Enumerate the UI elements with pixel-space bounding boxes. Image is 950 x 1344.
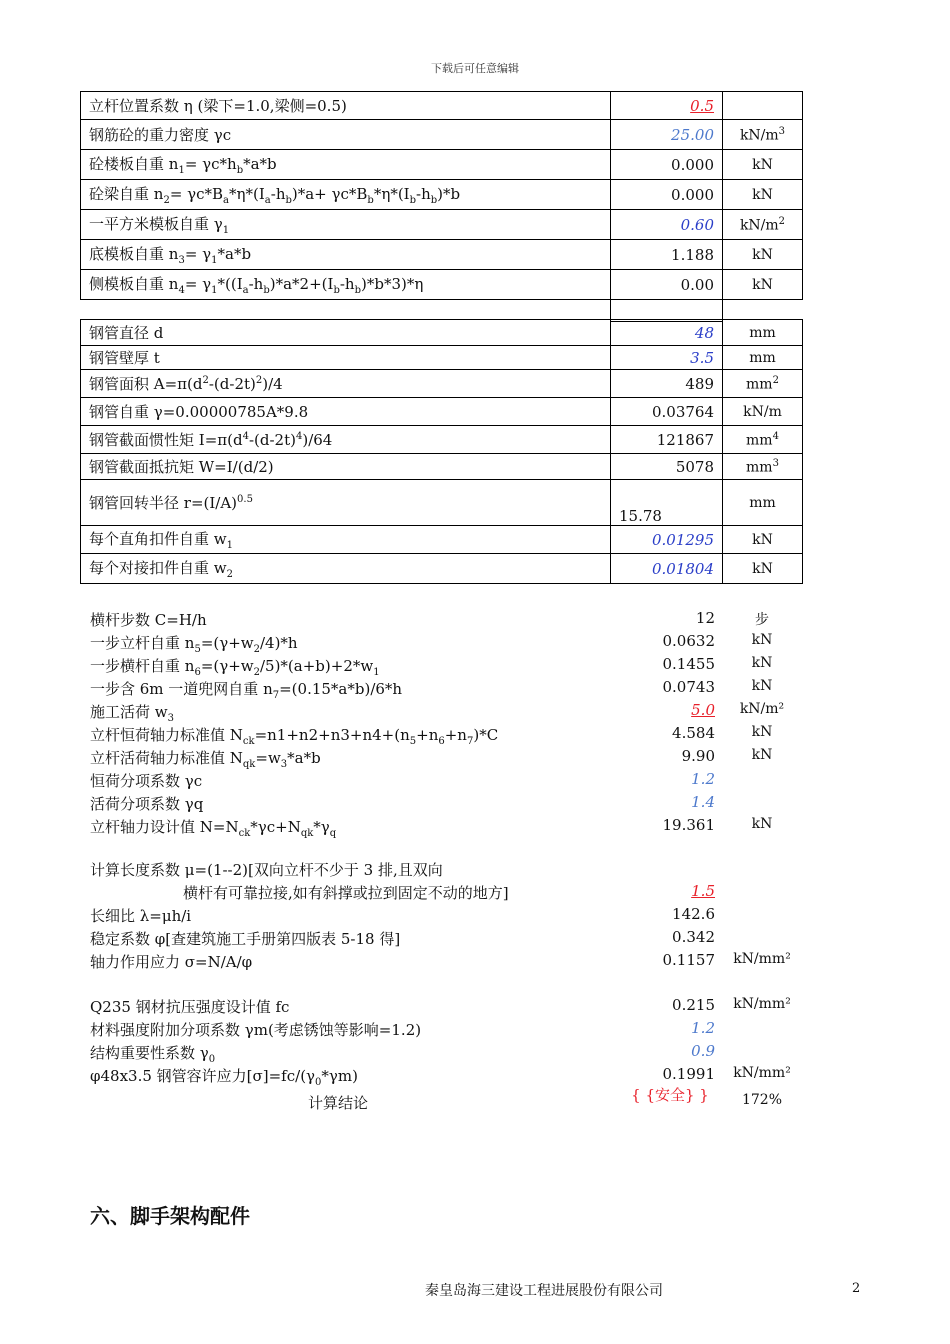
table-row bbox=[81, 270, 803, 300]
list-item: 计算长度系数 μ=(1--2)[双向立杆不少于 3 排,且双向 bbox=[90, 861, 443, 879]
row-label: 钢管截面抵抗矩 W=I/(d/2) bbox=[81, 454, 611, 480]
list-item: 一步含 6m 一道兜网自重 $n_7=(0.15*a*b)/6*h$ 0.0743 kN bbox=[90, 678, 773, 701]
table-row bbox=[81, 210, 803, 240]
row-label: 侧模板自重 $n_4= \gamma_1*((I_a-h_b)*a*2+(I_b-h_b)*b*3)*\eta$ bbox=[81, 270, 611, 300]
row-unit: $kN/m^2$ bbox=[723, 210, 803, 240]
row-unit: kN bbox=[723, 554, 803, 584]
row-value: 15.78 bbox=[611, 480, 723, 526]
list-item: 立杆恒荷轴力标准值 $N_{ck}=n1+n2+n3+n4+(n_5+n_6+n_7)*C$ 4.584 kN bbox=[90, 724, 773, 747]
list-item: 一步立杆自重 $n_5=(\gamma+w_2/4)*h$ 0.0632 kN bbox=[90, 632, 773, 655]
page-header: 下载后可任意编辑 bbox=[431, 62, 519, 75]
row-label: 钢管回转半径 $r=(I/A)^{0.5}$ bbox=[81, 480, 611, 526]
table-row bbox=[81, 320, 803, 346]
table-row bbox=[81, 426, 803, 454]
row-label: 钢管自重 γ=0.00000785A*9.8 bbox=[81, 398, 611, 426]
conclusion-ratio: 172% bbox=[741, 1092, 783, 1108]
row-label: 一平方米模板自重 $\gamma_1$ bbox=[81, 210, 611, 240]
list-item: φ48x3.5 钢管容许应力$[\sigma]=fc/(\gamma_0*\gamma m)$ 0.1991 kN/mm² bbox=[90, 1065, 791, 1088]
row-unit: $mm^3$ bbox=[723, 454, 803, 480]
row-value: 489 bbox=[611, 370, 723, 398]
list-item: 活荷分项系数 γq 1.4 bbox=[90, 793, 715, 813]
row-unit: kN bbox=[723, 270, 803, 300]
row-unit bbox=[723, 92, 803, 120]
list-item: 恒荷分项系数 γc 1.2 bbox=[90, 770, 715, 790]
row-unit: kN bbox=[723, 150, 803, 180]
table-row bbox=[81, 370, 803, 398]
page-number: 2 bbox=[852, 1281, 861, 1296]
footer-company: 秦皇岛海三建设工程进展股份有限公司 bbox=[425, 1283, 663, 1299]
row-value: 0.01804 bbox=[611, 554, 723, 584]
table-row bbox=[81, 398, 803, 426]
table-row bbox=[81, 554, 803, 584]
strength-section bbox=[90, 996, 810, 1128]
list-item: Q235 钢材抗压强度设计值 fc 0.215 kN/mm² bbox=[90, 996, 791, 1016]
table-row bbox=[81, 180, 803, 210]
list-item: 立杆轴力设计值 $N=N_{ck}*\gamma c+N_{qk}*\gamma_q$ 19.361 kN bbox=[90, 816, 773, 839]
row-label: 每个直角扣件自重 $w_1$ bbox=[81, 526, 611, 554]
table-row bbox=[81, 346, 803, 370]
list-item: 稳定系数 φ[查建筑施工手册第四版表 5-18 得] 0.342 bbox=[90, 928, 715, 948]
row-value: 121867 bbox=[611, 426, 723, 454]
table-row bbox=[81, 92, 803, 120]
table-row bbox=[81, 120, 803, 150]
row-value: 48 bbox=[611, 320, 723, 346]
row-unit: mm bbox=[723, 480, 803, 526]
row-unit: kN bbox=[723, 180, 803, 210]
row-value: 5078 bbox=[611, 454, 723, 480]
row-unit: mm bbox=[723, 346, 803, 370]
row-label: 每个对接扣件自重 $w_2$ bbox=[81, 554, 611, 584]
row-value: 0.5 bbox=[611, 92, 723, 120]
row-label: 砼楼板自重 $n_1= \gamma c*h_b*a*b$ bbox=[81, 150, 611, 180]
row-value: 0.60 bbox=[611, 210, 723, 240]
row-label: 钢管壁厚 t bbox=[81, 346, 611, 370]
list-item: 一步横杆自重 $n_6=(\gamma+w_2/5)*(a+b)+2*w_1$ 0.1455 kN bbox=[90, 655, 773, 678]
row-label: 钢管面积 $A=\pi(d^2-(d-2t)^2)/4$ bbox=[81, 370, 611, 398]
row-label: 立杆位置系数 η (梁下=1.0,梁侧=0.5) bbox=[81, 92, 611, 120]
axial-force-section bbox=[90, 609, 810, 839]
row-label: 底模板自重 $n_3= \gamma_1*a*b$ bbox=[81, 240, 611, 270]
conclusion-label: 计算结论 bbox=[308, 1094, 369, 1112]
table-row bbox=[81, 240, 803, 270]
row-value: 3.5 bbox=[611, 346, 723, 370]
row-label: 钢筋砼的重力密度 γc bbox=[81, 120, 611, 150]
row-value: 0.00 bbox=[611, 270, 723, 300]
row-value: 25.00 bbox=[611, 120, 723, 150]
section-title: 六、脚手架构配件 bbox=[90, 1204, 250, 1228]
beam-load-table bbox=[80, 91, 803, 322]
row-unit: kN bbox=[723, 240, 803, 270]
row-unit: $mm^4$ bbox=[723, 426, 803, 454]
row-unit: kN/m bbox=[723, 398, 803, 426]
list-item: 结构重要性系数 $\gamma_0$ 0.9 bbox=[90, 1042, 715, 1065]
conclusion-result: { {安全} } bbox=[631, 1086, 709, 1104]
list-item: 立杆活荷轴力标准值 $N_{qk}=w_3*a*b$ 9.90 kN bbox=[90, 747, 773, 770]
list-item: 材料强度附加分项系数 γm(考虑锈蚀等影响=1.2) 1.2 bbox=[90, 1019, 715, 1039]
row-unit: mm bbox=[723, 320, 803, 346]
steel-pipe-table bbox=[80, 319, 803, 584]
table-row bbox=[81, 454, 803, 480]
row-value: 0.000 bbox=[611, 180, 723, 210]
conclusion-row bbox=[90, 1088, 810, 1128]
table-row bbox=[81, 150, 803, 180]
row-value: 1.188 bbox=[611, 240, 723, 270]
row-label: 钢管直径 d bbox=[81, 320, 611, 346]
row-value: 0.01295 bbox=[611, 526, 723, 554]
row-unit: $kN/m^3$ bbox=[723, 120, 803, 150]
list-item: 横杆有可靠拉接,如有斜撑或拉到固定不动的地方] 1.5 bbox=[183, 882, 715, 902]
table-row bbox=[81, 480, 803, 526]
row-unit: $mm^2$ bbox=[723, 370, 803, 398]
row-value: 0.000 bbox=[611, 150, 723, 180]
list-item: 轴力作用应力 σ=N/A/φ 0.1157 kN/mm² bbox=[90, 951, 791, 971]
list-item: 长细比 λ=μh/i 142.6 bbox=[90, 905, 715, 925]
row-unit: kN bbox=[723, 526, 803, 554]
stability-section bbox=[90, 859, 810, 974]
row-label: 钢管截面惯性矩 $I=\pi(d^4-(d-2t)^4)/64$ bbox=[81, 426, 611, 454]
list-item: 横杆步数 C=H/h 12 步 bbox=[90, 609, 769, 629]
row-value: 0.03764 bbox=[611, 398, 723, 426]
row-label: 砼梁自重 $n_2= \gamma c*B_a*\eta*(I_a-h_b)*a+ \gamma c*B_b*\eta*(I_b-h_b)*b$ bbox=[81, 180, 611, 210]
table-row bbox=[81, 526, 803, 554]
list-item: 施工活荷 $w_3$ 5.0 kN/m² bbox=[90, 701, 785, 724]
